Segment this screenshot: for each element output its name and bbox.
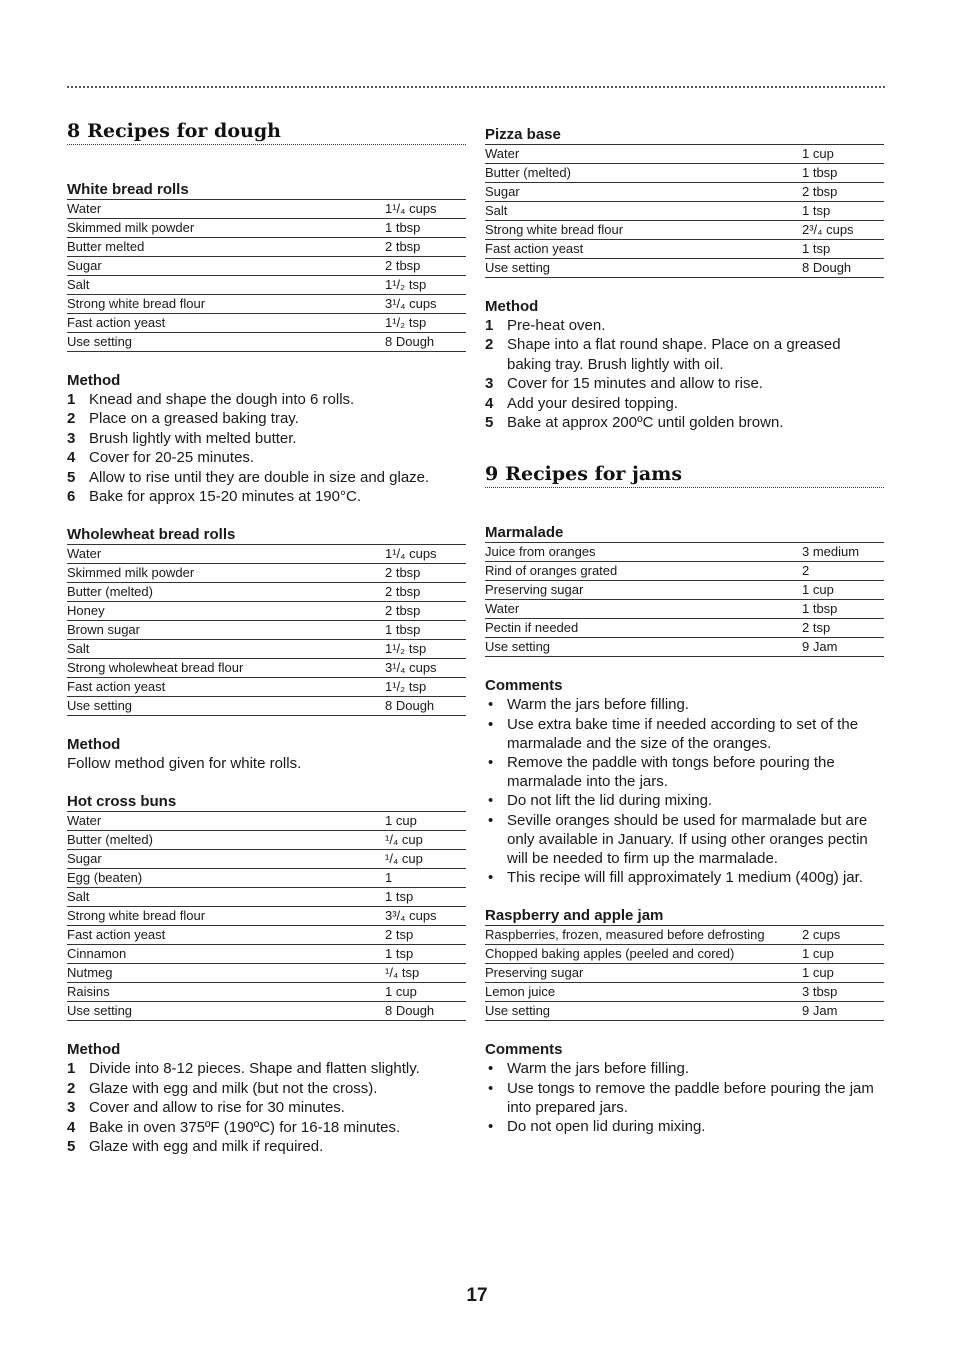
ingredient-amount: 1 tsp (385, 945, 466, 964)
ingredient-row (67, 926, 466, 945)
ingredient-name: Strong white bread flour (67, 907, 385, 926)
ingredient-name: Juice from oranges (485, 543, 802, 562)
step-text: Bake in oven 375ºF (190ºC) for 16-18 minutes. (89, 1118, 401, 1136)
ingredient-amount: 1¹/₄ cups (385, 200, 466, 219)
method-step (67, 1079, 466, 1098)
step-number: 4 (67, 1118, 76, 1136)
ingredient-row (485, 964, 884, 983)
ingredient-name: Raspberries, frozen, measured before defrosting (485, 926, 802, 945)
page-number: 17 (466, 1285, 488, 1306)
comment-text: Seville oranges should be used for marmalade but are only available in January. If using other oranges pectin will be needed to firm up the marmalade. (507, 811, 868, 868)
comments-heading: Comments (485, 677, 563, 695)
ingredient-name: Water (67, 812, 385, 831)
ingredient-name: Salt (485, 202, 802, 221)
comment-text: Remove the paddle with tongs before pouring the marmalade into the jars. (507, 754, 835, 791)
ingredient-row (67, 219, 466, 238)
step-number: 2 (67, 410, 76, 428)
ingredient-name: Sugar (485, 183, 802, 202)
comments-heading: Comments (485, 1041, 563, 1059)
ingredient-row (485, 145, 884, 164)
comment-text: Do not open lid during mixing. (507, 1118, 706, 1136)
ingredient-amount: 8 Dough (385, 1002, 466, 1021)
ingredient-amount: 2 tbsp (385, 583, 466, 602)
right-column (485, 125, 884, 1136)
ingredient-name: Use setting (485, 1002, 802, 1021)
ingredient-name: Brown sugar (67, 621, 385, 640)
step-text: Add your desired topping. (507, 394, 678, 412)
ingredient-row (67, 659, 466, 678)
ingredient-amount: 3¹/₄ cups (385, 295, 466, 314)
step-text: Divide into 8-12 pieces. Shape and flatten slightly. (89, 1060, 420, 1078)
step-number: 5 (67, 468, 76, 486)
ingredient-name: Butter (melted) (67, 583, 385, 602)
ingredient-name: Butter melted (67, 238, 385, 257)
ingredient-name: Water (67, 200, 385, 219)
ingredient-row (67, 238, 466, 257)
recipe-title-raspberry-apple-jam: Raspberry and apple jam (485, 906, 884, 926)
ingredients-table-hot-cross-buns (67, 812, 466, 1021)
ingredient-row (485, 1002, 884, 1021)
bullet-icon: • (488, 1079, 494, 1097)
recipe-title-wholewheat-rolls: Wholewheat bread rolls (67, 525, 466, 545)
ingredient-row (485, 926, 884, 945)
comments-list-marmalade (485, 695, 884, 887)
step-number: 6 (67, 488, 76, 506)
ingredient-name: Raisins (67, 983, 385, 1002)
step-text: Shape into a flat round shape. Place on a greased baking tray. Brush lightly with oil. (507, 336, 841, 373)
ingredient-name: Honey (67, 602, 385, 621)
ingredient-row (67, 545, 466, 564)
ingredient-amount: 8 Dough (385, 697, 466, 716)
ingredient-row (67, 314, 466, 333)
ingredient-amount: 1¹/₄ cups (385, 545, 466, 564)
step-number: 4 (67, 449, 76, 467)
method-step (67, 1059, 466, 1078)
step-number: 3 (67, 429, 76, 447)
comment-item (485, 695, 884, 714)
step-text: Cover for 20-25 minutes. (89, 449, 255, 467)
ingredient-row (485, 619, 884, 638)
ingredient-row (67, 564, 466, 583)
ingredient-row (485, 581, 884, 600)
ingredient-name: Sugar (67, 257, 385, 276)
ingredient-name: Strong white bread flour (485, 221, 802, 240)
ingredient-name: Egg (beaten) (67, 869, 385, 888)
ingredient-amount: 9 Jam (802, 638, 884, 657)
comment-text: This recipe will fill approximately 1 medium (400g) jar. (507, 869, 863, 887)
step-text: Cover for 15 minutes and allow to rise. (507, 375, 763, 393)
ingredient-name: Strong wholewheat bread flour (67, 659, 385, 678)
step-text: Knead and shape the dough into 6 rolls. (89, 391, 355, 408)
method-step (485, 374, 884, 393)
bullet-icon: • (488, 792, 494, 810)
ingredient-amount: 1 cup (802, 581, 884, 600)
method-step (67, 1098, 466, 1117)
section-heading-jams (485, 463, 884, 488)
ingredient-row (485, 945, 884, 964)
bullet-icon: • (488, 754, 494, 772)
ingredient-name: Water (485, 145, 802, 164)
bullet-icon: • (488, 696, 494, 714)
ingredient-amount: 1 (385, 869, 466, 888)
ingredient-name: Lemon juice (485, 983, 802, 1002)
ingredient-amount: ¹/₄ cup (385, 831, 466, 850)
step-text: Place on a greased baking tray. (89, 410, 299, 428)
ingredient-amount: 1 cup (802, 145, 884, 164)
left-column (67, 120, 466, 1156)
ingredient-amount: 1 tbsp (385, 219, 466, 238)
ingredient-name: Water (67, 545, 385, 564)
ingredient-row (67, 583, 466, 602)
step-text: Brush lightly with melted butter. (89, 429, 297, 447)
ingredient-amount: 2 tsp (802, 619, 884, 638)
ingredient-amount: 2 (802, 562, 884, 581)
ingredient-name: Fast action yeast (67, 314, 385, 333)
comment-text: Use tongs to remove the paddle before pouring the jam into prepared jars. (507, 1079, 874, 1116)
ingredient-row (485, 221, 884, 240)
ingredient-row (67, 831, 466, 850)
ingredient-row (67, 850, 466, 869)
ingredient-name: Use setting (67, 1002, 385, 1021)
ingredient-amount: 1 tsp (385, 888, 466, 907)
comment-item (485, 1059, 884, 1078)
bullet-icon: • (488, 1060, 494, 1078)
ingredient-row (67, 621, 466, 640)
ingredients-table-white-rolls (67, 200, 466, 352)
ingredient-amount: 3¹/₄ cups (385, 659, 466, 678)
ingredient-amount: 2 tbsp (385, 602, 466, 621)
ingredient-amount: 1 tsp (802, 202, 884, 221)
step-text: Glaze with egg and milk (but not the cross). (89, 1079, 378, 1097)
ingredient-amount: 1 tbsp (385, 621, 466, 640)
recipe-title-marmalade: Marmalade (485, 523, 884, 543)
step-number: 5 (67, 1138, 76, 1156)
ingredient-name: Use setting (485, 638, 802, 657)
ingredient-name: Nutmeg (67, 964, 385, 983)
ingredient-name: Water (485, 600, 802, 619)
step-number: 3 (67, 1099, 76, 1117)
ingredient-name: Preserving sugar (485, 581, 802, 600)
step-number: 1 (67, 391, 76, 408)
comment-item (485, 791, 884, 810)
method-step (485, 394, 884, 413)
comment-item (485, 1079, 884, 1117)
method-heading: Method (67, 736, 121, 754)
recipe-title-hot-cross-buns: Hot cross buns (67, 792, 466, 812)
step-number: 1 (485, 317, 494, 334)
step-text: Pre-heat oven. (507, 317, 606, 334)
ingredient-amount: 2 tsp (385, 926, 466, 945)
comment-text: Use extra bake time if needed according to set of the marmalade and the size of the oranges. (507, 715, 859, 752)
ingredient-amount: 2 tbsp (385, 564, 466, 583)
recipe-title-pizza-base: Pizza base (485, 125, 884, 145)
ingredient-row (67, 295, 466, 314)
ingredient-name: Fast action yeast (67, 926, 385, 945)
ingredient-amount: 1 tbsp (802, 164, 884, 183)
ingredient-row (485, 183, 884, 202)
bullet-icon: • (488, 1118, 494, 1136)
ingredient-name: Strong white bread flour (67, 295, 385, 314)
section-title: Recipes for dough (87, 120, 281, 142)
step-text: Allow to rise until they are double in size and glaze. (89, 468, 430, 486)
step-number: 4 (485, 394, 494, 412)
method-step (67, 1118, 466, 1137)
ingredient-amount: 9 Jam (802, 1002, 884, 1021)
ingredients-table-marmalade (485, 543, 884, 657)
bullet-icon: • (488, 869, 494, 887)
ingredient-amount: 1 tbsp (802, 600, 884, 619)
ingredient-amount: 1¹/₂ tsp (385, 314, 466, 333)
ingredient-amount: 2 tbsp (802, 183, 884, 202)
method-step (67, 487, 466, 506)
ingredient-row (67, 983, 466, 1002)
method-heading: Method (67, 1041, 121, 1059)
top-dotted-rule (67, 86, 885, 88)
ingredient-amount: 2 cups (802, 926, 884, 945)
ingredients-table-raspberry-apple-jam (485, 926, 884, 1021)
ingredient-amount: 1¹/₂ tsp (385, 276, 466, 295)
section-heading-dough (67, 120, 466, 145)
ingredient-row (67, 200, 466, 219)
ingredient-row (67, 964, 466, 983)
ingredient-amount: 2 tbsp (385, 257, 466, 276)
ingredient-row (485, 638, 884, 657)
ingredient-row (67, 869, 466, 888)
bullet-icon: • (488, 811, 494, 829)
method-step (67, 468, 466, 487)
ingredient-amount: 1 tsp (802, 240, 884, 259)
section-number: 8 (67, 120, 81, 142)
ingredient-name: Preserving sugar (485, 964, 802, 983)
ingredient-name: Butter (melted) (485, 164, 802, 183)
comment-text: Warm the jars before filling. (507, 696, 690, 714)
method-step (485, 316, 884, 335)
section-number: 9 (485, 463, 499, 486)
ingredient-name: Chopped baking apples (peeled and cored) (485, 945, 802, 964)
comments-list-raspberry-apple-jam (485, 1059, 884, 1136)
step-number: 3 (485, 375, 494, 393)
comment-item (485, 811, 884, 869)
ingredient-name: Rind of oranges grated (485, 562, 802, 581)
ingredient-row (485, 202, 884, 221)
ingredient-name: Use setting (67, 333, 385, 352)
ingredient-row (67, 257, 466, 276)
step-text: Bake for approx 15-20 minutes at 190°C. (89, 488, 361, 506)
method-step (485, 413, 884, 432)
method-step (67, 1137, 466, 1156)
ingredient-amount: 3³/₄ cups (385, 907, 466, 926)
ingredient-row (67, 697, 466, 716)
ingredient-name: Salt (67, 888, 385, 907)
method-steps-hot-cross-buns (67, 1059, 466, 1156)
ingredient-amount: 1 cup (802, 964, 884, 983)
method-step (67, 429, 466, 448)
ingredients-table-pizza-base (485, 145, 884, 278)
comment-item (485, 715, 884, 753)
ingredient-row (67, 333, 466, 352)
ingredient-amount: 2 tbsp (385, 238, 466, 257)
method-step (67, 448, 466, 467)
step-text: Glaze with egg and milk if required. (89, 1138, 324, 1156)
ingredient-amount: ¹/₄ cup (385, 850, 466, 869)
step-number: 1 (67, 1060, 76, 1078)
ingredient-row (485, 259, 884, 278)
step-text: Bake at approx 200ºC until golden brown. (507, 414, 784, 432)
step-number: 5 (485, 414, 494, 432)
ingredient-row (67, 602, 466, 621)
step-number: 2 (67, 1079, 76, 1097)
ingredient-name: Fast action yeast (67, 678, 385, 697)
ingredient-amount: 2³/₄ cups (802, 221, 884, 240)
comment-item (485, 868, 884, 887)
method-step (67, 409, 466, 428)
ingredient-row (67, 678, 466, 697)
ingredient-amount: 8 Dough (802, 259, 884, 278)
ingredient-amount: 1¹/₂ tsp (385, 640, 466, 659)
ingredient-name: Use setting (67, 697, 385, 716)
comment-item (485, 1117, 884, 1136)
method-step (485, 335, 884, 374)
ingredient-row (485, 983, 884, 1002)
ingredient-name: Use setting (485, 259, 802, 278)
ingredient-row (485, 543, 884, 562)
method-text: Follow method given for white rolls. (67, 755, 302, 773)
ingredient-name: Butter (melted) (67, 831, 385, 850)
ingredient-row (485, 562, 884, 581)
step-text: Cover and allow to rise for 30 minutes. (89, 1099, 345, 1117)
section-title: Recipes for jams (505, 463, 683, 486)
ingredient-row (67, 888, 466, 907)
ingredient-amount: 1 cup (385, 983, 466, 1002)
ingredients-table-wholewheat-rolls (67, 545, 466, 716)
ingredient-name: Fast action yeast (485, 240, 802, 259)
method-steps-pizza-base (485, 316, 884, 432)
ingredient-amount: 8 Dough (385, 333, 466, 352)
step-number: 2 (485, 336, 494, 354)
ingredient-row (67, 640, 466, 659)
ingredient-row (67, 276, 466, 295)
ingredient-row (67, 907, 466, 926)
ingredient-name: Pectin if needed (485, 619, 802, 638)
ingredient-amount: ¹/₄ tsp (385, 964, 466, 983)
ingredient-amount: 1¹/₂ tsp (385, 678, 466, 697)
ingredient-name: Sugar (67, 850, 385, 869)
ingredient-amount: 1 cup (385, 812, 466, 831)
recipe-title-white-rolls: White bread rolls (67, 180, 466, 200)
method-step (67, 390, 466, 409)
ingredient-amount: 3 medium (802, 543, 884, 562)
ingredient-row (485, 240, 884, 259)
comment-item (485, 753, 884, 791)
comment-text: Warm the jars before filling. (507, 1060, 690, 1078)
ingredient-name: Salt (67, 276, 385, 295)
ingredient-name: Skimmed milk powder (67, 219, 385, 238)
ingredient-name: Skimmed milk powder (67, 564, 385, 583)
ingredient-row (485, 600, 884, 619)
comment-text: Do not lift the lid during mixing. (507, 792, 713, 810)
bullet-icon: • (488, 715, 494, 733)
ingredient-row (67, 812, 466, 831)
ingredient-amount: 1 cup (802, 945, 884, 964)
ingredient-amount: 3 tbsp (802, 983, 884, 1002)
ingredient-row (67, 1002, 466, 1021)
ingredient-name: Salt (67, 640, 385, 659)
ingredient-row (67, 945, 466, 964)
ingredient-row (485, 164, 884, 183)
ingredient-name: Cinnamon (67, 945, 385, 964)
method-heading: Method (67, 372, 121, 389)
method-heading: Method (485, 298, 539, 315)
method-steps-white-rolls (67, 390, 466, 506)
